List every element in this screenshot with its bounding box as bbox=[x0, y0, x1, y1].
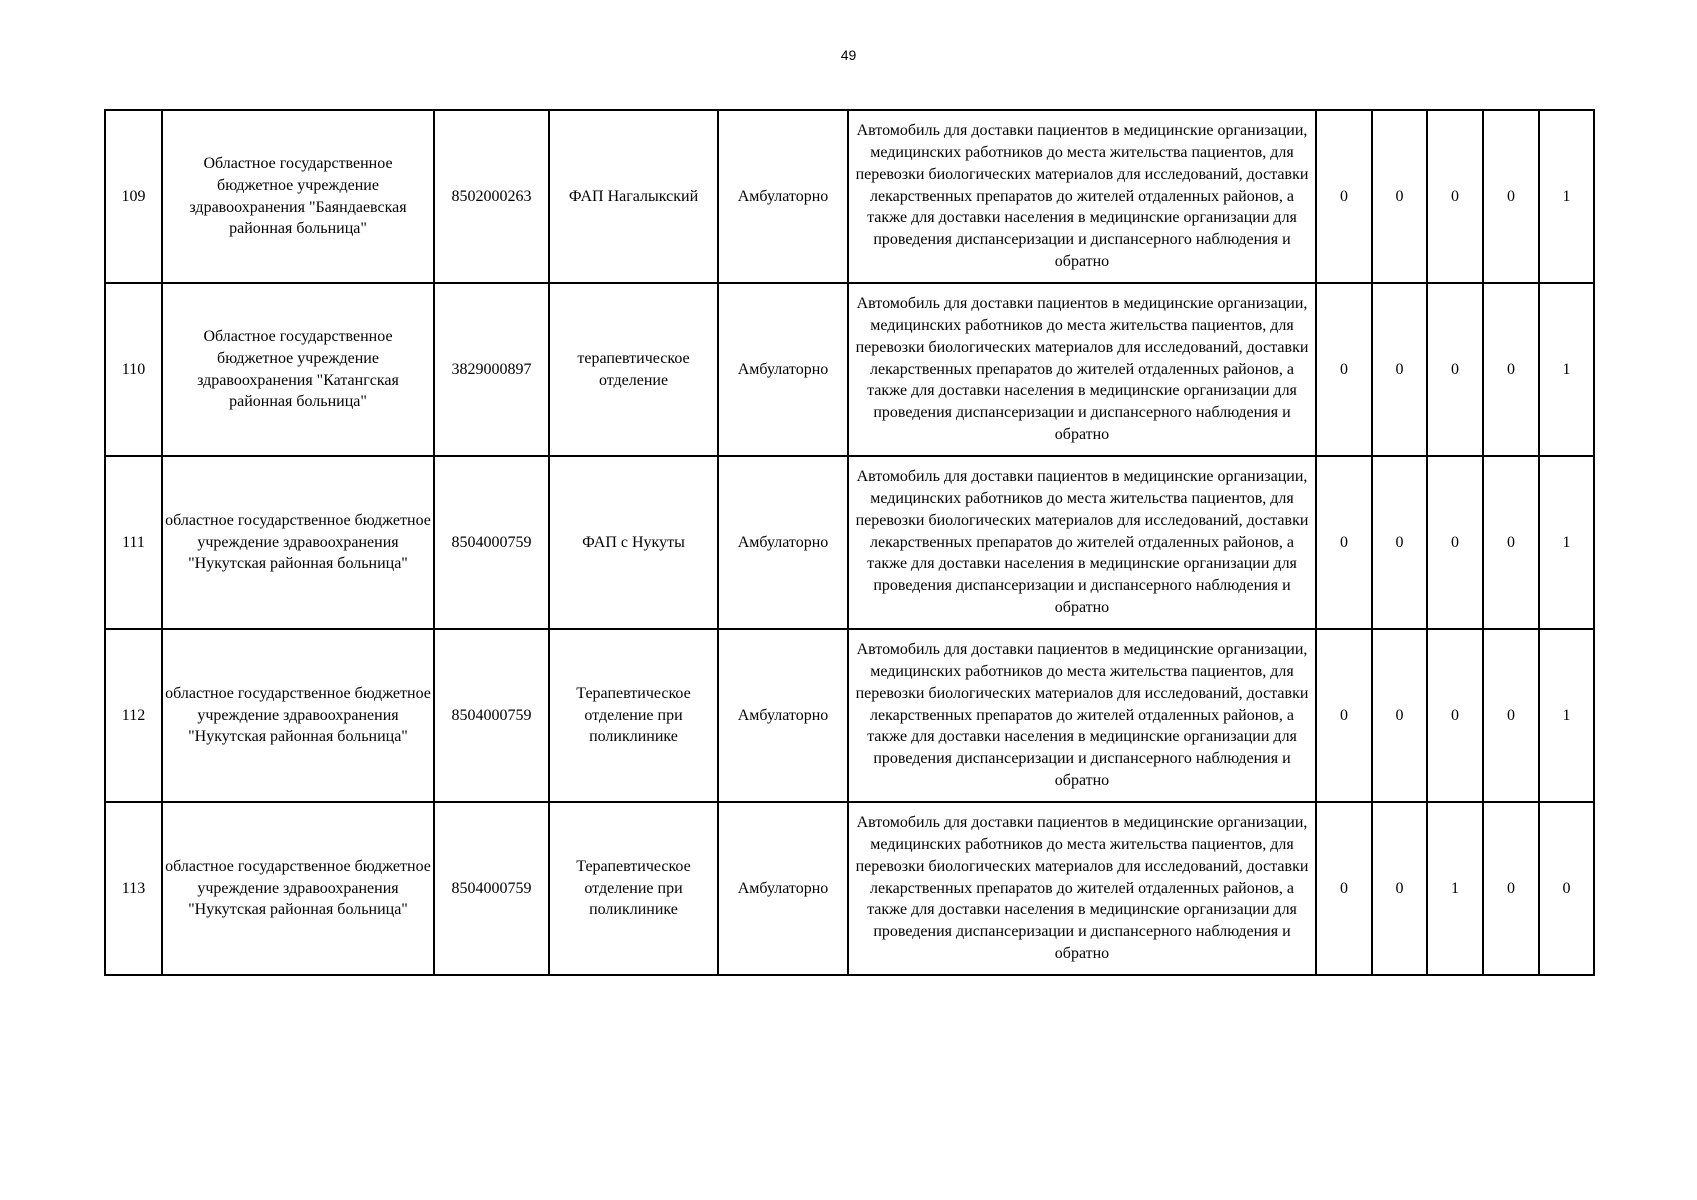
value-cell: 0 bbox=[1427, 110, 1483, 283]
unit-name: Терапевтическое отделение при поликлинике bbox=[549, 629, 718, 802]
vehicle-allocation-table bbox=[104, 109, 1595, 976]
organization-name: областное государственное бюджетное учреждение здравоохранения "Нукутская районная больница" bbox=[162, 456, 434, 629]
organization-name: областное государственное бюджетное учреждение здравоохранения "Нукутская районная больница" bbox=[162, 629, 434, 802]
value-cell: 0 bbox=[1372, 802, 1427, 975]
value-cell: 0 bbox=[1483, 283, 1539, 456]
value-cell: 0 bbox=[1483, 110, 1539, 283]
organization-code: 8504000759 bbox=[434, 456, 549, 629]
value-cell: 0 bbox=[1372, 283, 1427, 456]
care-mode: Амбулаторно bbox=[718, 456, 848, 629]
value-cell: 0 bbox=[1316, 629, 1372, 802]
care-mode: Амбулаторно bbox=[718, 802, 848, 975]
value-cell: 0 bbox=[1483, 802, 1539, 975]
row-number: 109 bbox=[105, 110, 162, 283]
unit-name: терапевтическое отделение bbox=[549, 283, 718, 456]
value-cell: 0 bbox=[1427, 283, 1483, 456]
unit-name: Терапевтическое отделение при поликлинике bbox=[549, 802, 718, 975]
organization-code: 3829000897 bbox=[434, 283, 549, 456]
value-cell: 1 bbox=[1539, 283, 1594, 456]
row-number: 113 bbox=[105, 802, 162, 975]
vehicle-description: Автомобиль для доставки пациентов в медицинские организации, медицинских работников до места жительства пациентов, для перевозки биологических материалов для исследований, доставки лекарственных препаратов до жителей отдаленных районов, а также для доставки населения в медицинские организации для проведения диспансеризации и диспансерного наблюдения и обратно bbox=[848, 629, 1316, 802]
value-cell: 0 bbox=[1427, 629, 1483, 802]
organization-name: Областное государственное бюджетное учреждение здравоохранения "Катангская районная больница" bbox=[162, 283, 434, 456]
value-cell: 0 bbox=[1539, 802, 1594, 975]
value-cell: 1 bbox=[1427, 802, 1483, 975]
vehicle-description: Автомобиль для доставки пациентов в медицинские организации, медицинских работников до места жительства пациентов, для перевозки биологических материалов для исследований, доставки лекарственных препаратов до жителей отдаленных районов, а также для доставки населения в медицинские организации для проведения диспансеризации и диспансерного наблюдения и обратно bbox=[848, 110, 1316, 283]
vehicle-description: Автомобиль для доставки пациентов в медицинские организации, медицинских работников до места жительства пациентов, для перевозки биологических материалов для исследований, доставки лекарственных препаратов до жителей отдаленных районов, а также для доставки населения в медицинские организации для проведения диспансеризации и диспансерного наблюдения и обратно bbox=[848, 802, 1316, 975]
value-cell: 0 bbox=[1316, 110, 1372, 283]
organization-code: 8504000759 bbox=[434, 629, 549, 802]
value-cell: 0 bbox=[1372, 456, 1427, 629]
value-cell: 0 bbox=[1316, 283, 1372, 456]
table-row bbox=[105, 629, 1594, 802]
care-mode: Амбулаторно bbox=[718, 629, 848, 802]
table-row bbox=[105, 802, 1594, 975]
unit-name: ФАП с Нукуты bbox=[549, 456, 718, 629]
care-mode: Амбулаторно bbox=[718, 110, 848, 283]
value-cell: 1 bbox=[1539, 456, 1594, 629]
care-mode: Амбулаторно bbox=[718, 283, 848, 456]
unit-name: ФАП Нагалыкский bbox=[549, 110, 718, 283]
value-cell: 0 bbox=[1316, 802, 1372, 975]
value-cell: 0 bbox=[1427, 456, 1483, 629]
organization-code: 8504000759 bbox=[434, 802, 549, 975]
page-number: 49 bbox=[840, 47, 857, 63]
value-cell: 0 bbox=[1316, 456, 1372, 629]
organization-code: 8502000263 bbox=[434, 110, 549, 283]
organization-name: областное государственное бюджетное учреждение здравоохранения "Нукутская районная больница" bbox=[162, 802, 434, 975]
table-row bbox=[105, 110, 1594, 283]
vehicle-description: Автомобиль для доставки пациентов в медицинские организации, медицинских работников до места жительства пациентов, для перевозки биологических материалов для исследований, доставки лекарственных препаратов до жителей отдаленных районов, а также для доставки населения в медицинские организации для проведения диспансеризации и диспансерного наблюдения и обратно bbox=[848, 283, 1316, 456]
value-cell: 1 bbox=[1539, 110, 1594, 283]
row-number: 112 bbox=[105, 629, 162, 802]
value-cell: 0 bbox=[1372, 629, 1427, 802]
table-row bbox=[105, 283, 1594, 456]
table-row bbox=[105, 456, 1594, 629]
organization-name: Областное государственное бюджетное учреждение здравоохранения "Баяндаевская районная больница" bbox=[162, 110, 434, 283]
value-cell: 0 bbox=[1483, 456, 1539, 629]
row-number: 111 bbox=[105, 456, 162, 629]
vehicle-description: Автомобиль для доставки пациентов в медицинские организации, медицинских работников до места жительства пациентов, для перевозки биологических материалов для исследований, доставки лекарственных препаратов до жителей отдаленных районов, а также для доставки населения в медицинские организации для проведения диспансеризации и диспансерного наблюдения и обратно bbox=[848, 456, 1316, 629]
row-number: 110 bbox=[105, 283, 162, 456]
value-cell: 0 bbox=[1372, 110, 1427, 283]
value-cell: 1 bbox=[1539, 629, 1594, 802]
value-cell: 0 bbox=[1483, 629, 1539, 802]
